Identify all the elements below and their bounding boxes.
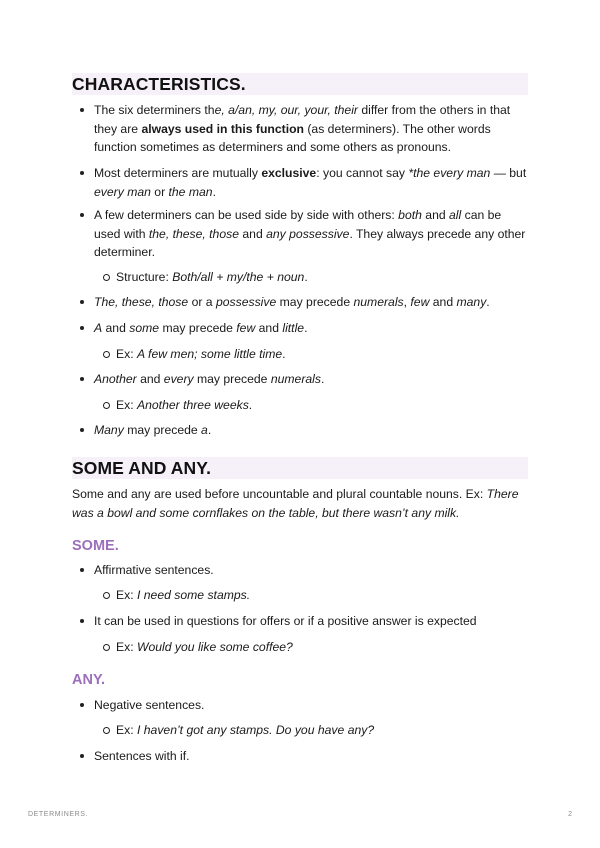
- list-item: Negative sentences.: [94, 696, 530, 715]
- list-item: Another and every may precede numerals.: [94, 370, 530, 389]
- sub-list-item: Ex: I haven’t got any stamps. Do you have any?: [116, 721, 530, 740]
- list-item: The six determiners the, a/an, my, our, your, their differ from the others in that they are always used in this function (as determiners). The other words function sometimes as determiners and some others as pronouns.: [94, 101, 530, 157]
- footer-document-title: DETERMINERS.: [28, 811, 89, 818]
- sub-list-item: Ex: Another three weeks.: [116, 396, 530, 415]
- list-item: It can be used in questions for offers or if a positive answer is expected: [94, 612, 530, 631]
- list-item: The, these, those or a possessive may precede numerals, few and many.: [94, 293, 530, 312]
- sub-list-item: Ex: Would you like some coffee?: [116, 638, 530, 657]
- section-heading-characteristics: CHARACTERISTICS.: [72, 73, 528, 95]
- intro-paragraph: Some and any are used before uncountable and plural countable nouns. Ex: There was a bowl and some cornflakes on the table, but there wasn’t any milk.: [72, 487, 519, 520]
- footer-page-number: 2: [568, 811, 572, 818]
- list-item: Most determiners are mutually exclusive: you cannot say *the every man — but every man or the man.: [94, 164, 530, 201]
- subsection-heading-some: SOME.: [72, 538, 119, 554]
- list-item: Sentences with if.: [94, 747, 530, 766]
- sub-list-item: Ex: A few men; some little time.: [116, 345, 530, 364]
- section-heading-some-and-any: SOME AND ANY.: [72, 457, 528, 479]
- sub-list-item: Ex: I need some stamps.: [116, 586, 530, 605]
- sub-list-item: Structure: Both/all + my/the + noun.: [116, 268, 530, 287]
- list-item: A few determiners can be used side by side with others: both and all can be used with the, these, those and any possessive. They always precede any other determiner.: [94, 206, 530, 262]
- list-item: Many may precede a.: [94, 421, 530, 440]
- list-item: A and some may precede few and little.: [94, 319, 530, 338]
- list-item: Affirmative sentences.: [94, 561, 530, 580]
- subsection-heading-any: ANY.: [72, 672, 106, 688]
